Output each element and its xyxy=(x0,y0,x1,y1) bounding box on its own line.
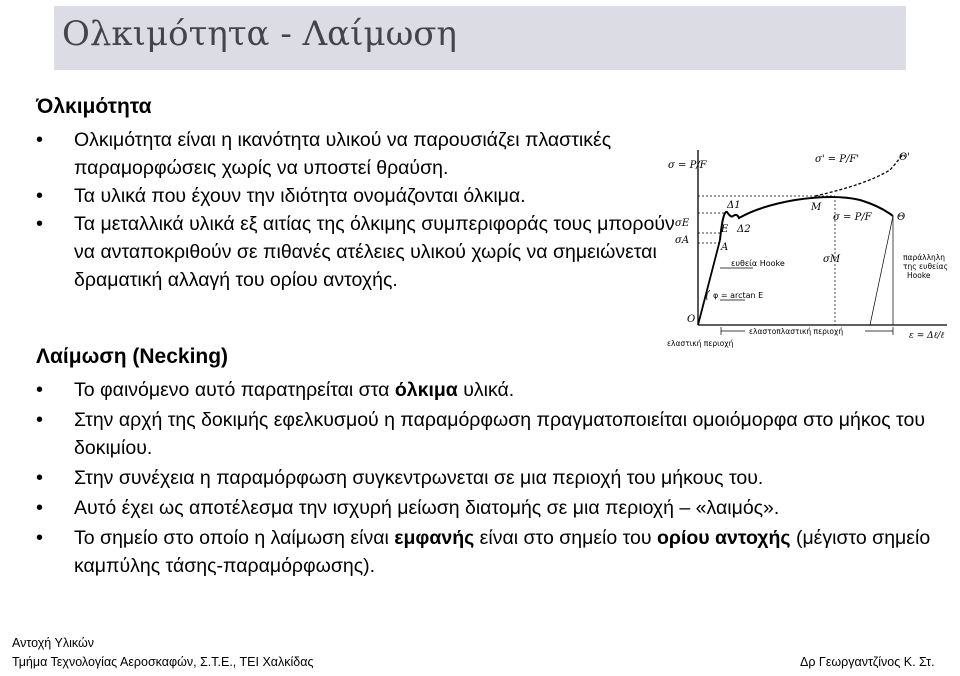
footer-department: Τμήμα Τεχνολογίας Αεροσκαφών, Σ.Τ.Ε., ΤΕΙ Χαλκίδας xyxy=(12,655,314,669)
footer-course: Αντοχή Υλικών xyxy=(12,636,94,650)
ductility-bullet-list xyxy=(36,126,676,294)
parallel-label-2: της ευθείας xyxy=(903,262,948,271)
sigma-prime-label: σ' = P/F' xyxy=(815,154,860,165)
sigma-e-label: σE xyxy=(675,218,690,229)
elastic-label: ελαστική περιοχή xyxy=(667,339,734,348)
ductility-bullet: • Τα μεταλλικά υλικά εξ αιτίας της όλκιμης συμπεριφοράς τους μπορούν να ανταποκριθούν σε πιθανές ατέλειες υλικού χωρίς να σημειώνεται δραματική αλλαγή του ορίου αντοχής. xyxy=(36,210,676,294)
point-theta-label: Θ xyxy=(897,212,906,223)
necking-bullet xyxy=(36,376,946,404)
sigma-m-label: σM xyxy=(823,254,841,265)
sigma-a-label: σA xyxy=(675,235,690,246)
stress-strain-diagram xyxy=(665,140,957,350)
hooke-line-label: ευθεία Hooke xyxy=(731,259,785,268)
necking-bullet-list xyxy=(36,376,946,582)
bullet-text: υλικά. xyxy=(457,379,515,401)
epsilon-label: ε = Δℓ/ℓ xyxy=(909,331,945,341)
phi-label: φ = arctan E xyxy=(713,291,764,300)
parallel-label-1: παράλληλη xyxy=(903,253,945,262)
bullet-text: (μέγιστο σημείο καμπύλης τάσης-παραμόρφωσης). xyxy=(74,527,931,577)
footer-author: Δρ Γεωργαντζίνος Κ. Στ. xyxy=(800,655,935,669)
slide-title: Ολκιμότητα - Λαίμωση xyxy=(62,14,457,54)
elastoplastic-label: ελαστοπλαστική περιοχή xyxy=(749,327,844,336)
necking-bullet: • Στην συνέχεια η παραμόρφωση συγκεντρωνεται σε μια περιοχή του μήκους του. xyxy=(36,464,946,492)
necking-bullet: • Στην αρχή της δοκιμής εφελκυσμού η παραμόρφωση πραγματοποιείται ομοιόμορφα στο μήκος του δοκιμίου. xyxy=(36,406,946,462)
delta1-label: Δ1 xyxy=(727,200,741,211)
bullet-text: Το φαινόμενο αυτό παρατηρείται στα xyxy=(74,379,395,401)
ductility-bullet: • Ολκιμότητα είναι η ικανότητα υλικού να παρουσιάζει πλαστικές παραμορφώσεις χωρίς να υποστεί θραύση. xyxy=(36,126,676,182)
necking-bullet: • Αυτό έχει ως αποτέλεσμα την ισχυρή μείωση διατομής σε μια περιοχή – «λαιμός». xyxy=(36,494,946,522)
bold-evident: εμφανής xyxy=(394,527,475,549)
ductility-bullet: • Τα υλικά που έχουν την ιδιότητα ονομάζονται όλκιμα. xyxy=(36,182,676,210)
heading-ductility: Όλκιμότητα xyxy=(36,95,152,118)
point-theta-prime-label: Θ' xyxy=(899,152,910,163)
delta2-label: Δ2 xyxy=(737,224,751,235)
sigma-pf-label-right: σ = P/F xyxy=(833,212,872,223)
sigma-pf-label: σ = P/F xyxy=(668,160,707,171)
bold-ductile: όλκιμα xyxy=(394,379,458,401)
bullet-text: Το σημείο στο οποίο η λαίμωση είναι xyxy=(74,527,395,549)
point-e-label: E xyxy=(721,224,729,235)
origin-label: O xyxy=(687,314,696,325)
heading-necking: Λαίμωση (Necking) xyxy=(36,345,229,368)
bold-ultimate-strength: ορίου αντοχής xyxy=(656,527,791,549)
point-a-label: A xyxy=(721,242,729,253)
bullet-text: είναι στο σημείο του xyxy=(474,527,657,549)
parallel-label-3: Hooke xyxy=(907,271,931,280)
necking-bullet xyxy=(36,524,946,580)
point-m-label: M xyxy=(811,202,822,213)
